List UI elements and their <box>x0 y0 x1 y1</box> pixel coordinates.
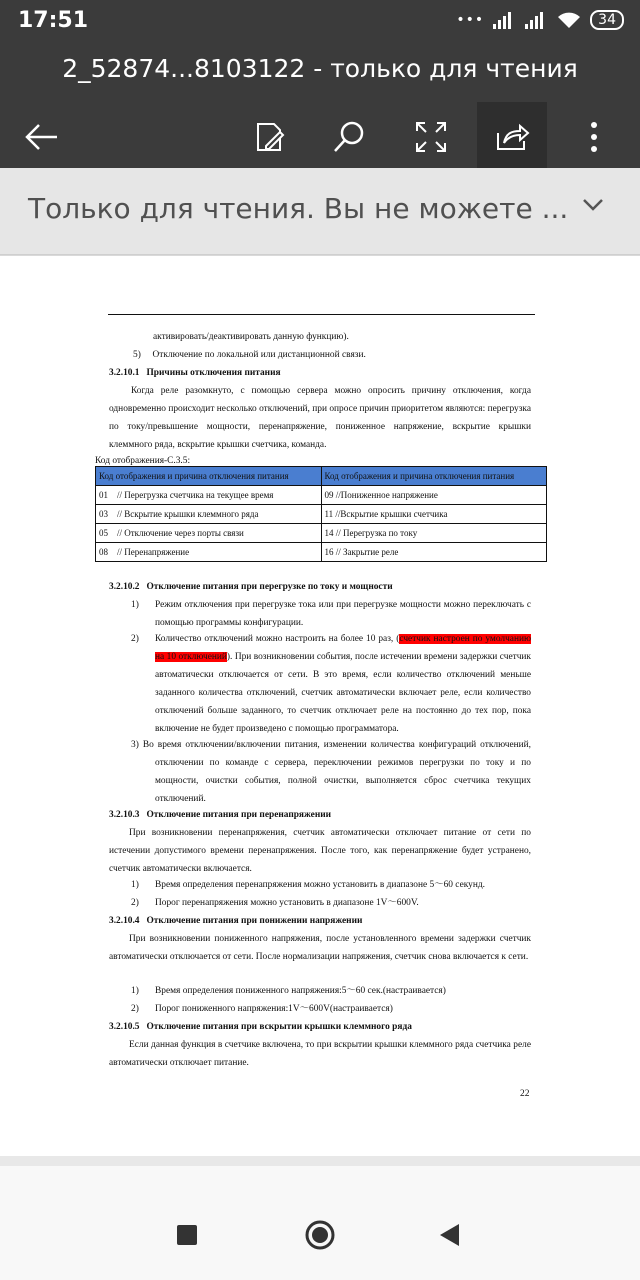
search-button[interactable] <box>314 102 384 172</box>
table-cell: 14 // Перегрузка по току <box>321 524 547 543</box>
list-item: Режим отключения при перегрузке тока или при перегрузке мощности можно переключать с помощью программы конфигурации. <box>155 600 531 628</box>
table-row <box>96 524 547 543</box>
share-icon <box>494 121 530 153</box>
square-icon <box>176 1224 198 1246</box>
more-options-button[interactable] <box>559 102 629 172</box>
arrow-left-icon <box>23 122 59 152</box>
paragraph: При возникновении перенапряжения, счетчик автоматически отключает питание от сети по истечении допустимого времени перенапряжения. После того, как перенапряжение будет устранено, счетчик автоматически включается. <box>109 828 531 874</box>
page-number: 22 <box>520 1089 530 1099</box>
section-heading: 3.2.10.4 Отключение питания при понижении напряжении <box>109 916 363 926</box>
page-separator <box>0 1156 640 1166</box>
table-row <box>96 543 547 562</box>
list-item: Время определения пониженного напряжения:5～60 сек.(настраивается) <box>155 986 446 996</box>
back-button[interactable] <box>6 102 76 172</box>
list-item <box>155 630 531 738</box>
section-heading: 3.2.10.2 Отключение питания при перегрузке по току и мощности <box>109 582 393 592</box>
fullscreen-icon <box>415 121 447 153</box>
list-number: 1) <box>131 986 139 996</box>
text-line: активировать/деактивировать данную функцию). <box>153 332 349 342</box>
more-vertical-icon <box>589 120 599 154</box>
signal-icon <box>492 10 516 30</box>
section-heading: 3.2.10.5 Отключение питания при вскрытии крышки клеммного ряда <box>109 1022 412 1032</box>
read-only-banner[interactable] <box>0 168 640 255</box>
table-cell: 08 // Перенапряжение <box>96 543 322 562</box>
table-cell: 09 //Пониженное напряжение <box>321 486 547 505</box>
text-span: Количество отключений можно настроить на более 10 раз, ( <box>155 634 400 644</box>
table-header-row <box>96 467 547 486</box>
edit-button[interactable] <box>234 102 304 172</box>
circle-icon <box>304 1219 336 1251</box>
table-row <box>96 486 547 505</box>
system-nav-bar <box>0 1166 640 1280</box>
table-cell: 05 // Отключение через порты связи <box>96 524 322 543</box>
header-rule <box>108 314 535 315</box>
table-cell: 01 // Перегрузка счетчика на текущее время <box>96 486 322 505</box>
document-title: 2_52874...8103122 - только для чтения <box>62 54 578 83</box>
list-item: 5) Отключение по локальной или дистанционной связи. <box>133 350 366 360</box>
status-bar <box>0 0 640 44</box>
home-button[interactable] <box>295 1210 345 1260</box>
paragraph: При возникновении пониженного напряжения, после установленного времени задержки счетчик автоматически отключается от сети. После нормализации напряжения, счетчик снова включается к сети. <box>109 934 531 962</box>
wifi-icon <box>556 10 582 30</box>
list-number: 1) <box>131 880 139 890</box>
recents-button[interactable] <box>162 1210 212 1260</box>
list-number: 2) <box>131 634 139 644</box>
codes-table <box>95 466 547 562</box>
table-row <box>96 505 547 524</box>
chevron-down-icon[interactable] <box>582 198 604 212</box>
signal-icon-2 <box>524 10 548 30</box>
share-button[interactable] <box>477 102 547 172</box>
edit-document-icon <box>252 120 286 154</box>
banner-text: Только для чтения. Вы не можете ... <box>28 192 569 225</box>
triangle-back-icon <box>437 1222 461 1248</box>
table-caption: Код отображения-C.3.5: <box>95 456 191 466</box>
list-item: Порог перенапряжения можно установить в диапазоне 1V～600V. <box>155 898 419 908</box>
text-span: ). При возникновении события, после истечении времени задержки счетчик автоматически отключается от сети. В это время, если количество отключений меньше заданного количества отключений, счетчик автоматически включает реле, если количество отключений больше заданного, то счетчик отключает реле на постоянно до тех пор, пока включение не будет произведено с помощью программатора. <box>155 652 531 734</box>
more-dots-icon: ••• <box>456 12 485 28</box>
table-cell: 03 // Вскрытие крышки клеммного ряда <box>96 505 322 524</box>
list-item: Порог пониженного напряжения:1V～600V(настраивается) <box>155 1004 393 1014</box>
highlighted-text: счетчик настроен по умолчанию на 10 отключений <box>155 634 532 662</box>
list-item: 3) Во время отключении/включении питания, изменении количества конфигураций отключений, отключении по команде с сервера, переключении режимов перегрузки по току и по мощности, очистки события, полной очистки, выполняется сброс счетчика текущих отключений. <box>131 740 531 804</box>
fullscreen-button[interactable] <box>396 102 466 172</box>
status-time: 17:51 <box>18 8 89 33</box>
battery-icon: 34 <box>590 10 624 30</box>
list-item: Время определения перенапряжения можно установить в диапазоне 5～60 секунд. <box>155 880 485 890</box>
status-icons <box>456 10 624 30</box>
list-number: 2) <box>131 898 139 908</box>
list-number: 2) <box>131 1004 139 1014</box>
list-number: 1) <box>131 600 139 610</box>
back-nav-button[interactable] <box>424 1210 474 1260</box>
search-icon <box>332 120 366 154</box>
section-heading: 3.2.10.3 Отключение питания при перенапряжении <box>109 810 332 820</box>
table-cell: 16 // Закрытие реле <box>321 543 547 562</box>
table-header-cell: Код отображения и причина отключения питания <box>321 467 547 486</box>
section-heading: 3.2.10.1 Причины отключения питания <box>109 368 281 378</box>
paragraph: Когда реле разомкнуто, с помощью сервера можно опросить причину отключения, когда одновременно происходит несколько отключений, при опросе причин приоритетом являются: перегрузка по току/превышение мощности, перенапряжение, пониженное напряжение, вскрытие крышки клеммного ряда, вскрытие крышки счетчика, команда. <box>109 386 531 450</box>
app-bar <box>0 44 640 168</box>
paragraph: Если данная функция в счетчике включена, то при вскрытии крышки клеммного ряда счетчика реле автоматически отключает питание. <box>109 1040 531 1068</box>
document-page <box>0 256 640 1156</box>
table-header-cell: Код отображения и причина отключения питания <box>96 467 322 486</box>
table-cell: 11 //Вскрытие крышки счетчика <box>321 505 547 524</box>
